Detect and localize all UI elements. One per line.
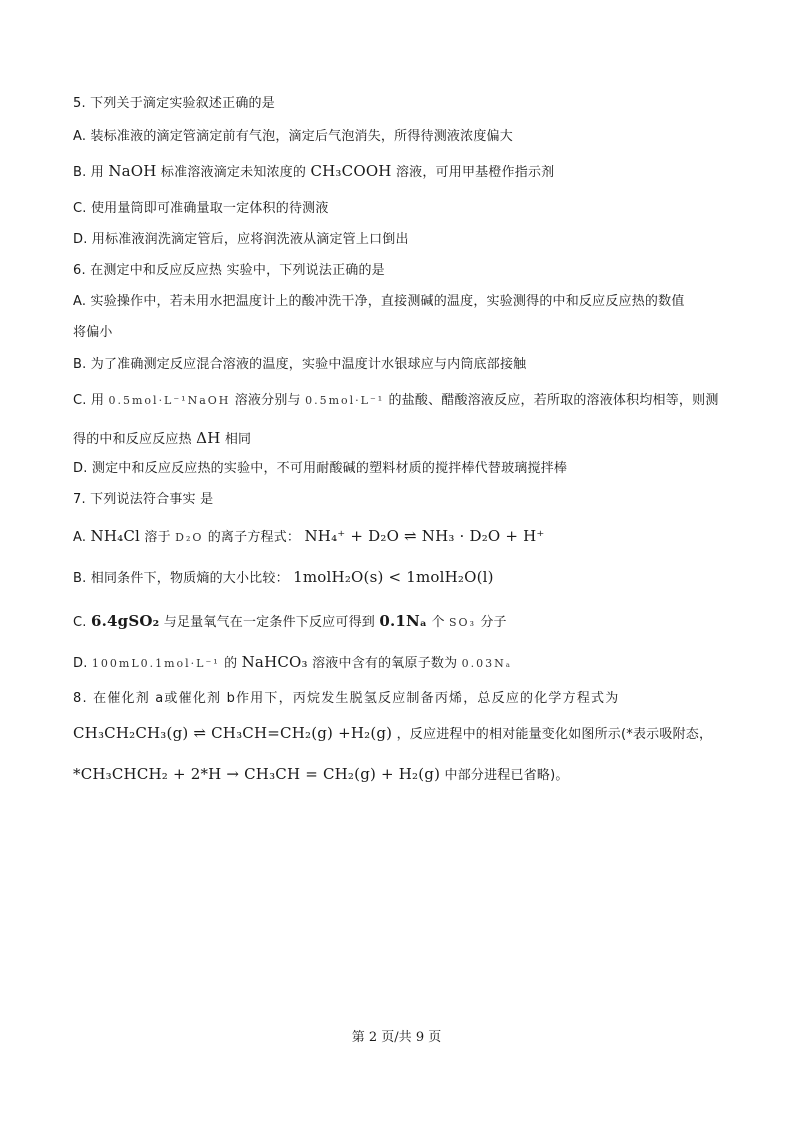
q7-option-b (73, 568, 494, 588)
q7-a-text-3: 的离子方程式： (207, 530, 301, 545)
q6-option-c-line2 (73, 429, 251, 449)
q7-option-c (73, 612, 507, 632)
q7-d-text-2: 的 (224, 656, 238, 671)
q7-d-volume-concentration: 100mL0.1mol·L⁻¹ (91, 657, 220, 670)
q6-c-concentration: 0.5mol·L⁻¹ (305, 394, 385, 407)
q7-a-formula-d2o: D₂O (175, 531, 204, 544)
q8-text-2: ，反应进程中的相对能量变化如图所示(*表示吸附态， (396, 727, 713, 742)
q6-option-b: B. 为了准确测定反应混合溶液的温度，实验中温度计水银球应与内筒底部接触 (73, 357, 527, 372)
q6-stem: 6. 在测定中和反应反应热 实验中，下列说法正确的是 (73, 263, 385, 278)
q6-c-text-1: C. 用 (73, 393, 105, 408)
q7-c-text-4: 分子 (480, 615, 507, 630)
q8-total-equation: CH₃CH₂CH₃(g) ⇌ CH₃CH=CH₂(g) +H₂(g) (73, 724, 393, 742)
q5-option-c: C. 使用量筒即可准确量取一定体积的待测液 (73, 201, 329, 216)
q7-d-text-1: D. (73, 656, 88, 671)
q7-d-formula-nahco3: NaHCO₃ (241, 653, 308, 671)
q7-c-text-3: 个 (431, 615, 445, 630)
q5-option-a: A. 装标准液的滴定管滴定前有气泡，滴定后气泡消失，所得待测液浓度偏大 (73, 129, 513, 144)
q7-a-text-2: 溶于 (144, 530, 171, 545)
q5-b-formula-acetic-acid: CH₃COOH (310, 162, 392, 180)
q7-d-oxygen-count: 0.03Nₐ (461, 657, 513, 670)
q7-a-ionic-equation: NH₄⁺ + D₂O ⇌ NH₃ · D₂O + H⁺ (304, 527, 545, 545)
q5-b-text-3: 溶液，可用甲基橙作指示剂 (395, 165, 555, 180)
q5-b-formula-naoh: NaOH (108, 162, 157, 180)
q7-c-mass-so2: 6.4gSO₂ (90, 612, 160, 630)
q5-option-b (73, 162, 554, 182)
q6-c-delta-h: ΔH (196, 429, 221, 447)
q7-c-text-2: 与足量氧气在一定条件下反应可得到 (163, 615, 375, 630)
q7-option-d (73, 653, 512, 673)
q8-stem-line3 (73, 765, 569, 785)
q6-c-text-4: 得的中和反应反应热 (73, 432, 192, 447)
q6-option-a-line1: A. 实验操作中，若未用水把温度计上的酸冲洗干净，直接测碱的温度，实验测得的中和反应反应热的数值 (73, 294, 685, 309)
q7-c-formula-so3: SO₃ (449, 616, 476, 629)
q7-c-text-1: C. (73, 615, 87, 630)
q6-c-text-3: 的盐酸、醋酸溶液反应，若所取的溶液体积均相等，则测 (388, 393, 719, 408)
q6-option-d: D. 测定中和反应反应热的实验中，不可用耐酸碱的塑料材质的搅拌棒代替玻璃搅拌棒 (73, 461, 568, 476)
q7-c-amount: 0.1Nₐ (379, 612, 428, 630)
page-footer: 第 2 页/共 9 页 (351, 1030, 442, 1045)
q8-stem-line2 (73, 724, 712, 744)
q8-stem-line1: 8. 在催化剂 a或催化剂 b作用下，丙烷发生脱氢反应制备丙烯，总反应的化学方程式为 (73, 691, 620, 706)
q7-a-formula-nh4cl: NH₄Cl (90, 527, 141, 545)
q7-option-a (73, 527, 545, 547)
q6-option-c-line1 (73, 392, 719, 410)
q6-c-concentration-naoh: 0.5mol·L⁻¹NaOH (108, 394, 231, 407)
q5-b-text-1: B. 用 (73, 165, 104, 180)
q6-c-text-2: 溶液分别与 (234, 393, 301, 408)
q8-step-equation: *CH₃CHCH₂ + 2*H → CH₃CH = CH₂(g) + H₂(g) (73, 765, 441, 783)
q6-option-a-line2: 将偏小 (73, 325, 113, 340)
q5-b-text-2: 标准溶液滴定未知浓度的 (160, 165, 307, 180)
q7-b-entropy-comparison: 1molH₂O(s) < 1molH₂O(l) (293, 568, 494, 586)
q5-option-d: D. 用标准液润洗滴定管后，应将润洗液从滴定管上口倒出 (73, 232, 409, 247)
q7-d-text-3: 溶液中含有的氧原子数为 (312, 656, 458, 671)
q7-a-text-1: A. (73, 530, 87, 545)
q5-stem: 5. 下列关于滴定实验叙述正确的是 (73, 96, 275, 111)
q6-c-text-5: 相同 (224, 432, 252, 447)
q8-text-3: 中部分进程已省略)。 (444, 768, 569, 783)
q7-b-text-1: B. 相同条件下，物质熵的大小比较： (73, 571, 289, 586)
q7-stem: 7. 下列说法符合事实 是 (73, 492, 214, 507)
